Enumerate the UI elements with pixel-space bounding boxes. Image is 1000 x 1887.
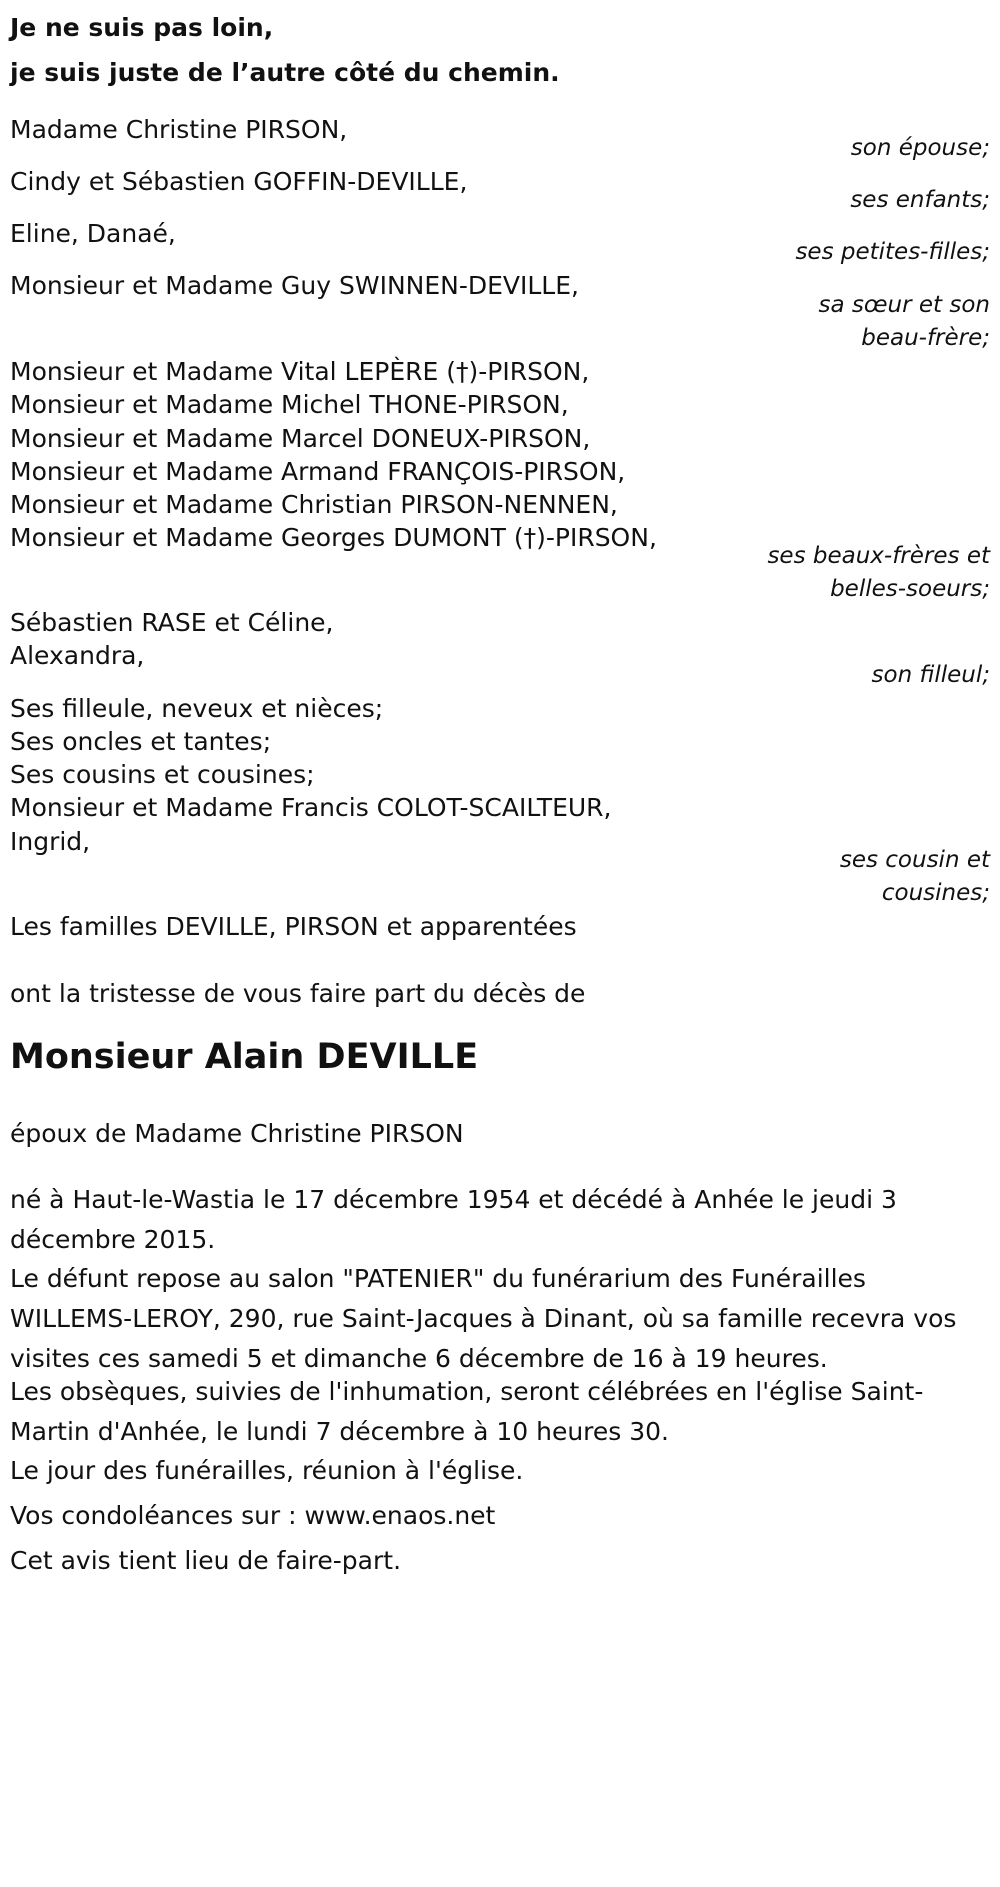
funeral-paragraph: Les obsèques, suivies de l'inhumation, seront célébrées en l'église Saint-Martin d'Anhée, le lundi 7 décembre à 10 heures 30. bbox=[10, 1377, 924, 1446]
godson-role: son filleul; bbox=[871, 662, 990, 688]
poem-line-1: Je ne suis pas loin, bbox=[10, 13, 274, 42]
others-line: Monsieur et Madame Francis COLOT-SCAILTEUR, bbox=[10, 793, 612, 822]
families-line: Les familles DEVILLE, PIRSON et apparentées bbox=[10, 912, 577, 941]
cousins-role-line-1: ses cousin et bbox=[839, 847, 990, 873]
rest-paragraph: Le défunt repose au salon "PATENIER" du funérarium des Funérailles WILLEMS-LEROY, 290, rue Saint-Jacques à Dinant, où sa famille recevra vos visites ces samedi 5 et dimanche 6 décembre de 16 à 19 heures. bbox=[10, 1264, 957, 1373]
grandchildren-names: Eline, Danaé, bbox=[10, 219, 176, 248]
inlaw-line: Monsieur et Madame Christian PIRSON-NENNEN, bbox=[10, 490, 618, 519]
grandchildren-role: ses petites-filles; bbox=[795, 239, 990, 265]
spouse-role: son épouse; bbox=[850, 135, 990, 161]
sister-names: Monsieur et Madame Guy SWINNEN-DEVILLE, bbox=[10, 271, 579, 300]
meeting-paragraph: Le jour des funérailles, réunion à l'église. bbox=[10, 1456, 524, 1485]
godson-line-2: Alexandra, bbox=[10, 641, 145, 670]
birth-death-paragraph: né à Haut-le-Wastia le 17 décembre 1954 et décédé à Anhée le jeudi 3 décembre 2015. bbox=[10, 1185, 897, 1254]
children-role: ses enfants; bbox=[850, 187, 990, 213]
deceased-name: Monsieur Alain DEVILLE bbox=[10, 1037, 479, 1077]
godson-line-1: Sébastien RASE et Céline, bbox=[10, 608, 334, 637]
inlaw-line: Monsieur et Madame Marcel DONEUX-PIRSON, bbox=[10, 424, 591, 453]
inlaw-line: Monsieur et Madame Georges DUMONT (†)-PIRSON, bbox=[10, 523, 657, 552]
inlaw-line: Monsieur et Madame Michel THONE-PIRSON, bbox=[10, 390, 569, 419]
others-line: Ingrid, bbox=[10, 827, 91, 856]
sister-role-line-2: beau-frère; bbox=[861, 325, 990, 351]
sister-role-line-1: sa sœur et son bbox=[818, 292, 990, 318]
others-line: Ses oncles et tantes; bbox=[10, 727, 272, 756]
others-line: Ses cousins et cousines; bbox=[10, 760, 315, 789]
inlaw-line: Monsieur et Madame Vital LEPÈRE (†)-PIRSON, bbox=[10, 357, 590, 386]
inlaw-line: Monsieur et Madame Armand FRANÇOIS-PIRSON, bbox=[10, 457, 626, 486]
children-names: Cindy et Sébastien GOFFIN-DEVILLE, bbox=[10, 167, 468, 196]
inlaws-role-line-2: belles-soeurs; bbox=[830, 576, 990, 602]
others-line: Ses filleule, neveux et nièces; bbox=[10, 694, 384, 723]
condolences-paragraph: Vos condoléances sur : www.enaos.net bbox=[10, 1501, 496, 1530]
notice-paragraph: Cet avis tient lieu de faire-part. bbox=[10, 1546, 402, 1575]
deceased-spouse-of: époux de Madame Christine PIRSON bbox=[10, 1119, 464, 1148]
announcement-text: ont la tristesse de vous faire part du décès de bbox=[10, 979, 586, 1008]
spouse-name: Madame Christine PIRSON, bbox=[10, 115, 348, 144]
cousins-role-line-2: cousines; bbox=[881, 880, 990, 906]
poem-line-2: je suis juste de l’autre côté du chemin. bbox=[10, 58, 560, 87]
inlaws-role-line-1: ses beaux-frères et bbox=[767, 543, 990, 569]
